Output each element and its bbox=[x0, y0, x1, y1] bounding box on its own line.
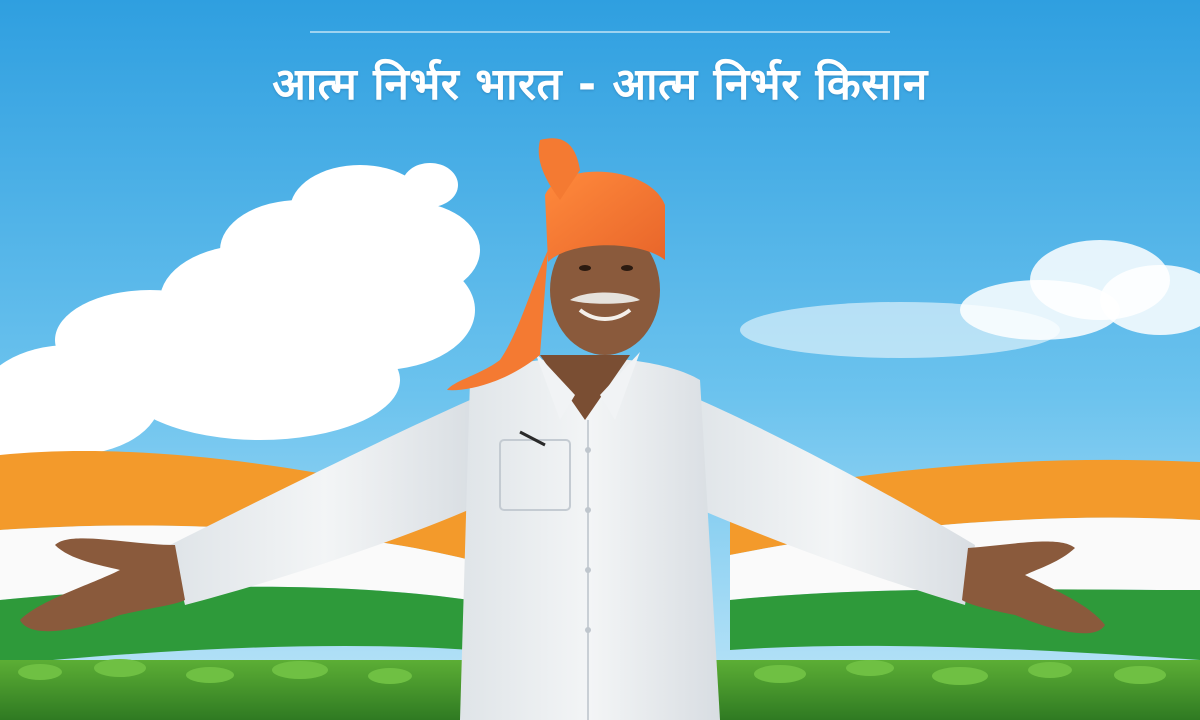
headline: आत्म निर्भर भारत - आत्म निर्भर किसान bbox=[272, 59, 928, 110]
left-eye bbox=[579, 265, 591, 271]
right-eye bbox=[621, 265, 633, 271]
